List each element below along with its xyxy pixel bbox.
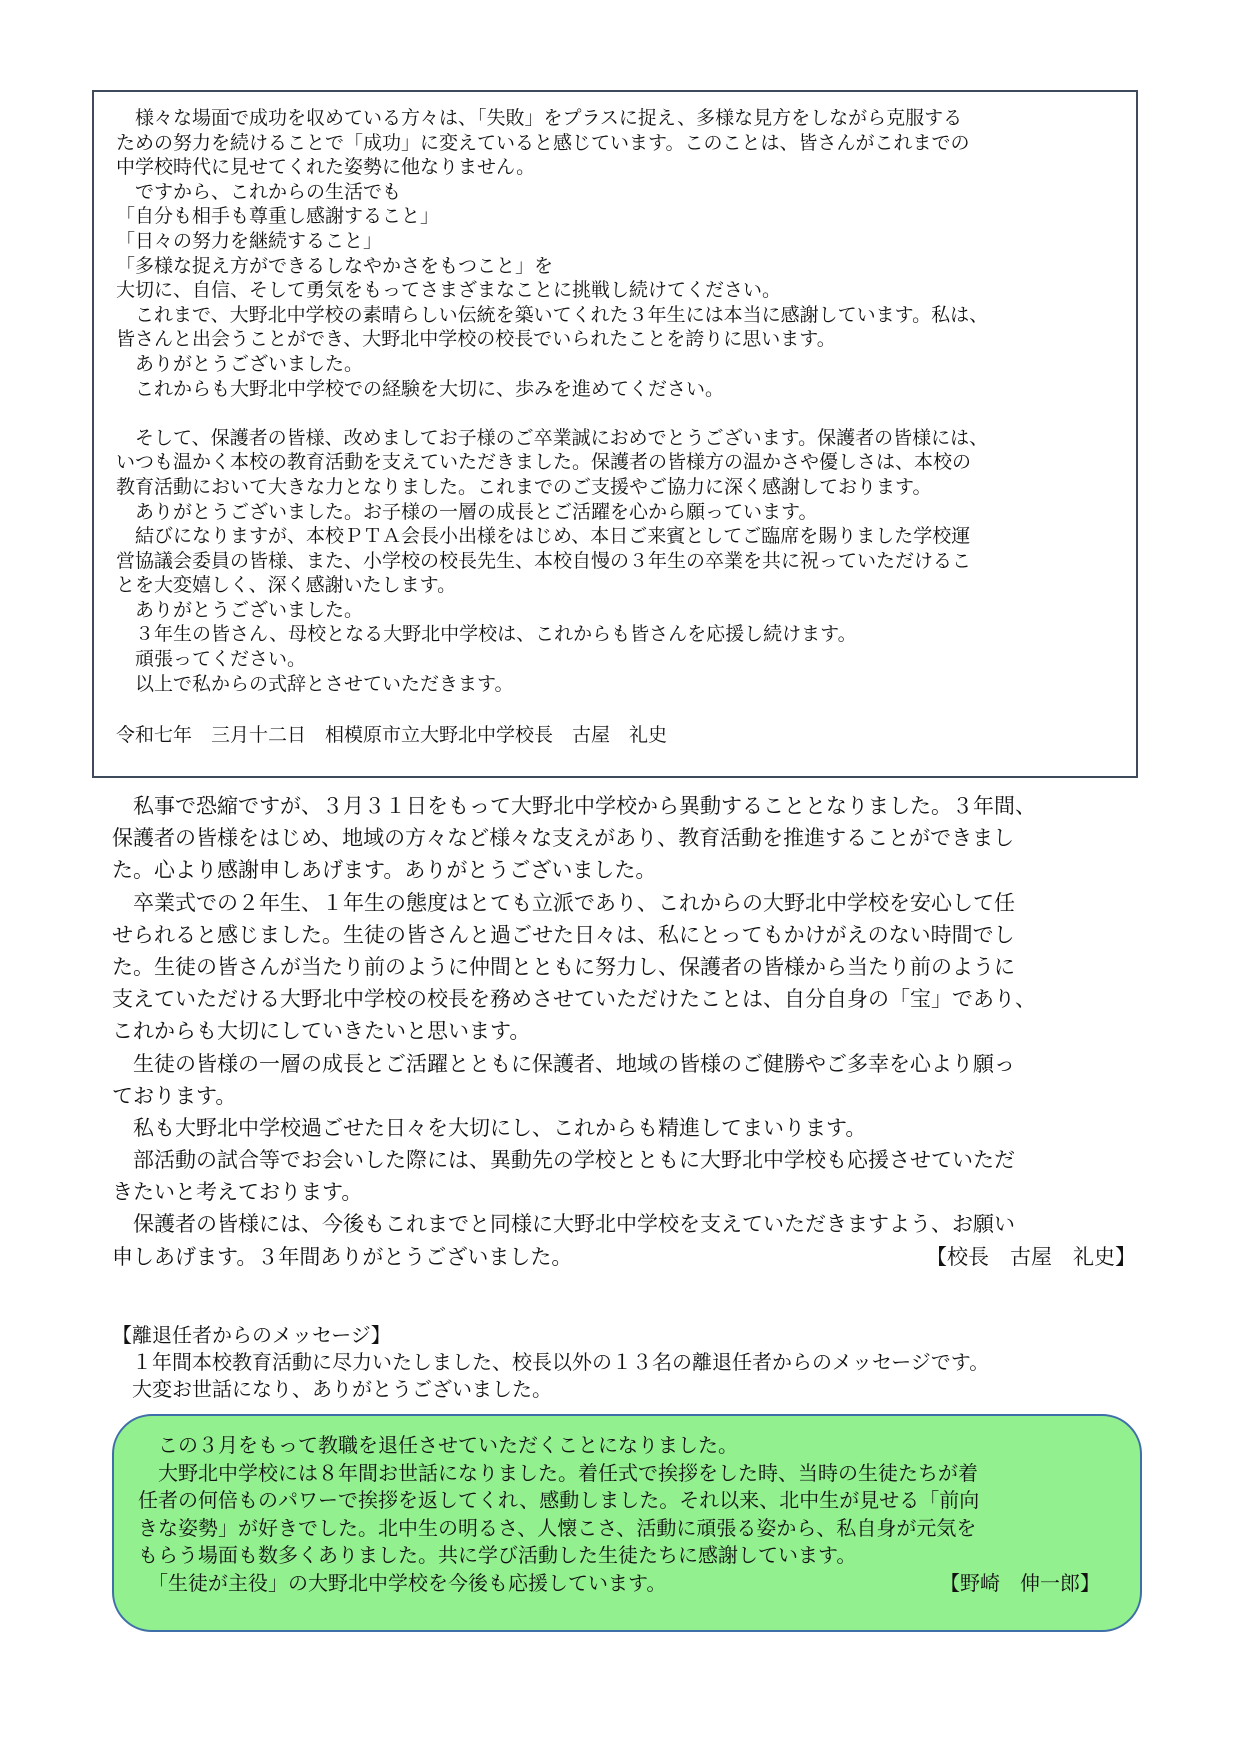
address-box <box>92 90 1138 778</box>
retiree-signature: 【野崎 伸一郎】 <box>940 1570 1100 1595</box>
retiree-message-box <box>112 1414 1142 1632</box>
address-line: これからも大野北中学校での経験を大切に、歩みを進めてください。 <box>116 377 725 400</box>
principal-message <box>112 790 1136 1273</box>
message-line: ております。 <box>112 1083 237 1108</box>
message-line: きたいと考えております。 <box>112 1180 363 1205</box>
message-line: 私も大野北中学校過ごせた日々を大切にし、これからも精進してまいります。 <box>112 1115 867 1140</box>
address-line: ありがとうございました。お子様の一層の成長とご活躍を心から願っています。 <box>116 500 818 523</box>
retirees-intro-line: １年間本校教育活動に尽力いたしました、校長以外の１３名の離退任者からのメッセージです。 <box>112 1350 990 1374</box>
address-line: 結びになりますが、本校ＰＴＡ会長小出様をはじめ、本日ご来賓としてご臨席を賜りました学校運 <box>116 525 971 548</box>
message-line: 部活動の試合等でお会いした際には、異動先の学校とともに大野北中学校も応援させていただ <box>112 1148 1015 1173</box>
address-line: ３年生の皆さん、母校となる大野北中学校は、これからも皆さんを応援し続けます。 <box>116 623 857 646</box>
address-line: とを大変嬉しく、深く感謝いたします。 <box>116 574 457 597</box>
message-line: 私事で恐縮ですが、３月３１日をもって大野北中学校から異動することとなりました。３年間、 <box>112 794 1036 818</box>
address-line: 営協議会委員の皆様、また、小学校の校長先生、本校自慢の３年生の卒業を共に祝っていただけるこ <box>116 549 972 572</box>
message-signature: 【校長 古屋 礼史】 <box>926 1244 1136 1269</box>
message-line: これからも大切にしていきたいと思います。 <box>112 1019 531 1044</box>
message-last-line: 申しあげます。３年間ありがとうございました。 <box>112 1244 573 1269</box>
retiree-line: この３月をもって教職を退任させていただくことになりました。 <box>138 1433 738 1457</box>
address-line: ですから、これからの生活でも <box>116 180 402 203</box>
message-last-row <box>112 1241 1136 1273</box>
address-line: これまで、大野北中学校の素晴らしい伝統を築いてくれた３年生には本当に感謝しています。私は、 <box>116 303 989 326</box>
message-line: た。心より感謝申しあげます。ありがとうございました。 <box>112 858 657 883</box>
message-line: せられると感じました。生徒の皆さんと過ごせた日々は、私にとってもかけがえのない時間でし <box>112 922 1015 947</box>
message-line: 支えていただける大野北中学校の校長を務めさせていただけたことは、自分自身の「宝」であり、 <box>112 987 1036 1012</box>
message-line: 生徒の皆様の一層の成長とご活躍とともに保護者、地域の皆様のご健勝やご多幸を心より願っ <box>112 1051 1015 1076</box>
address-line: いつも温かく本校の教育活動を支えていただきました。保護者の皆様方の温かさや優しさは、本校の <box>116 451 972 474</box>
retiree-last-line: 「生徒が主役」の大野北中学校を今後も応援しています。 <box>138 1570 667 1595</box>
address-line: 「自分も相手も尊重し感謝すること」 <box>116 205 440 228</box>
address-line: 教育活動において大きな力となりました。これまでのご支援やご協力に深く感謝しております。 <box>116 475 932 498</box>
address-line: ための努力を続けることで「成功」に変えていると感じています。このことは、皆さんがこれまでの <box>116 131 970 154</box>
message-line: た。生徒の皆さんが当たり前のように仲間とともに努力し、保護者の皆様から当たり前のように <box>112 954 1015 979</box>
address-line: 「日々の努力を継続すること」 <box>116 229 383 252</box>
paragraph-gap <box>116 401 1118 426</box>
retiree-line: もらう場面も数多くありました。共に学び活動した生徒たちに感謝しています。 <box>138 1543 857 1567</box>
retiree-last-row <box>138 1570 1100 1598</box>
retirees-section <box>112 1322 1138 1403</box>
address-line: 中学校時代に見せてくれた姿勢に他なりません。 <box>116 156 536 179</box>
retiree-line: 任者の何倍ものパワーで挨拶を返してくれ、感動しました。それ以来、北中生が見せる「前向 <box>138 1488 980 1512</box>
message-line: 保護者の皆様をはじめ、地域の方々など様々な支えがあり、教育活動を推進することができまし <box>112 826 1015 851</box>
address-signature: 令和七年 三月十二日 相模原市立大野北中学校長 古屋 礼史 <box>116 723 668 746</box>
address-line: ありがとうございました。 <box>116 352 364 375</box>
address-line: そして、保護者の皆様、改めましてお子様のご卒業誠におめでとうございます。保護者の皆様には、 <box>116 426 989 449</box>
address-line: 皆さんと出会うことができ、大野北中学校の校長でいられたことを誇りに思います。 <box>116 328 836 351</box>
address-line: 頑張ってください。 <box>116 648 307 671</box>
address-line: 「多様な捉え方ができるしなやかさをもつこと」を <box>116 254 554 277</box>
address-line: 大切に、自信、そして勇気をもってさまざまなことに挑戦し続けてください。 <box>116 279 782 302</box>
address-line: 以上で私からの式辞とさせていただきます。 <box>116 672 514 695</box>
retiree-line: 大野北中学校には８年間お世話になりました。着任式で挨拶をした時、当時の生徒たちが着 <box>138 1460 978 1485</box>
address-line: 様々な場面で成功を収めている方々は、「失敗」をプラスに捉え、多様な見方をしながら克服する <box>116 107 963 129</box>
paragraph-gap <box>116 696 1118 721</box>
retiree-line: きな姿勢」が好きでした。北中生の明るさ、人懐こさ、活動に頑張る姿から、私自身が元気を <box>138 1515 977 1540</box>
message-line: 保護者の皆様には、今後もこれまでと同様に大野北中学校を支えていただきますよう、お願い <box>112 1212 1015 1237</box>
retirees-intro-line: 大変お世話になり、ありがとうございました。 <box>112 1377 552 1401</box>
message-line: 卒業式での２年生、１年生の態度はとても立派であり、これからの大野北中学校を安心して任 <box>112 890 1015 915</box>
address-line: ありがとうございました。 <box>116 598 364 621</box>
retirees-heading: 【離退任者からのメッセージ】 <box>112 1323 391 1347</box>
